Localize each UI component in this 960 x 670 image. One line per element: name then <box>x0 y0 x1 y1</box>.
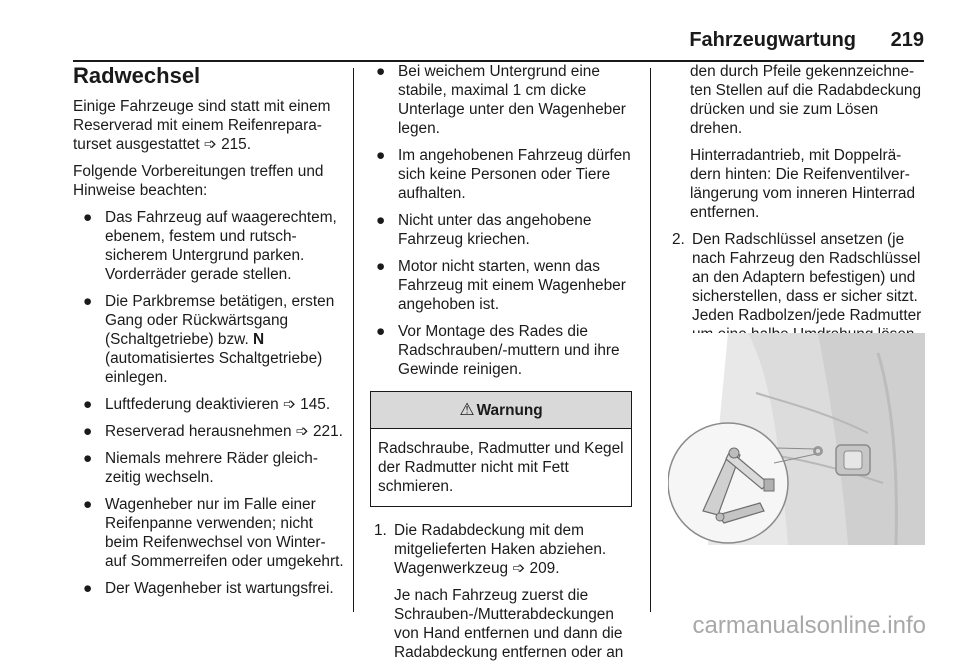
warning-text: Radschraube, Radmutter und Kegel der Radmutter nicht mit Fett schmieren. <box>378 440 624 495</box>
warning-icon: ⚠ <box>459 400 475 419</box>
step-item <box>668 230 926 344</box>
safety-list <box>370 62 632 379</box>
list-item: ● Motor nicht starten, wenn das Fahrzeug mit einem Wagenheber angehoben ist. <box>376 258 626 313</box>
step-item <box>370 521 632 662</box>
section-heading: Radwechsel <box>73 63 201 88</box>
bullet-icon: ● <box>376 258 386 275</box>
list-item: ● Der Wagenheber ist wartungsfrei. <box>83 580 334 597</box>
gear-n-label: N <box>253 331 265 348</box>
column-divider <box>353 68 354 612</box>
bullet-icon: ● <box>83 293 93 310</box>
list-item: ● Im angehobenen Fahrzeug dürfen sich keine Personen oder Tiere aufhalten. <box>376 147 631 202</box>
column-divider <box>650 68 651 612</box>
bullet-icon: ● <box>376 147 386 164</box>
list-item: ● Das Fahrzeug auf waagerechtem, ebenem, festem und rutschsicherem Untergrund parken. Vorderräder gerade stellen. <box>83 209 337 283</box>
list-item: ● Vor Montage des Rades die Radschrauben/-muttern und ihre Gewinde reinigen. <box>376 323 620 378</box>
column-left <box>73 62 345 606</box>
chapter-title: Fahrzeugwartung <box>689 29 856 51</box>
warning-header <box>371 392 631 429</box>
bullet-icon: ● <box>376 323 386 340</box>
page-header <box>73 22 924 62</box>
preparation-list <box>73 208 345 598</box>
step-number: 1. <box>374 522 387 539</box>
list-item: ● Reserverad herausnehmen ➩ 221. <box>83 423 343 440</box>
bullet-icon: ● <box>83 580 93 597</box>
step-number: 2. <box>672 231 685 248</box>
list-item: ● Die Parkbremse betätigen, ersten Gang oder Rückwärtsgang (Schaltgetriebe) bzw. N (automatisiertes Schaltgetriebe) einlegen. <box>83 293 335 386</box>
steps-list <box>370 521 632 662</box>
warning-title: Warnung <box>476 402 543 419</box>
bullet-icon: ● <box>83 209 93 226</box>
wheel-wrench-illustration <box>668 333 925 545</box>
column-right <box>668 62 926 352</box>
bullet-icon: ● <box>83 396 93 413</box>
continued-paragraph-2: Hinterradantrieb, mit Doppelrädern hinten: Die Reifenventilverlängerung vom inneren Hinterrad entfernen. <box>690 147 916 221</box>
list-item: ● Wagenheber nur im Falle einer Reifenpanne verwenden; nicht beim Reifenwechsel von Winter- auf Sommerreifen oder umgekehrt. <box>83 496 344 570</box>
list-item: ● Nicht unter das angehobene Fahrzeug kriechen. <box>376 212 592 248</box>
intro-paragraph: Einige Fahrzeuge sind statt mit einem Reserverad mit einem Reifenreparaturset ausgestattet ➩ 215. <box>73 98 331 153</box>
bullet-icon: ● <box>83 496 93 513</box>
page-number: 219 <box>890 29 924 51</box>
list-item: ● Niemals mehrere Räder gleichzeitig wechseln. <box>83 450 318 486</box>
list-item: ● Luftfederung deaktivieren ➩ 145. <box>83 396 331 413</box>
list-item: ● Bei weichem Untergrund eine stabile, maximal 1 cm dicke Unterlage unter den Wagenheber legen. <box>376 63 626 137</box>
step-text-continued: Je nach Fahrzeug zuerst die Schrauben-/Mutterabdeckungen von Hand entfernen und dann die Radabdeckung entfernen oder an <box>394 587 624 661</box>
bullet-icon: ● <box>83 450 93 467</box>
warning-box <box>370 391 632 507</box>
bullet-icon: ● <box>83 423 93 440</box>
column-middle <box>370 62 632 670</box>
continued-paragraph: den durch Pfeile gekennzeichneten Stellen auf die Radabdeckung drücken und sie zum Lösen drehen. <box>690 63 922 137</box>
step-text: Den Radschlüssel ansetzen (je nach Fahrzeug den Radschlüssel an den Adaptern befestigen) und sicherstellen, dass er sicher sitzt. Jeden Radbolzen/jede Radmutter <box>692 231 922 324</box>
intro-paragraph-2: Folgende Vorbereitungen treffen und Hinweise beachten: <box>73 163 324 199</box>
wheel-wrench-image <box>668 333 925 545</box>
watermark: carmanualsonline.info <box>692 612 926 639</box>
steps-list-continued <box>668 230 926 344</box>
bullet-icon: ● <box>376 212 386 229</box>
bullet-icon: ● <box>376 63 386 80</box>
step-text: Die Radabdeckung mit dem mitgelieferten Haken abziehen. Wagenwerkzeug ➩ 209. <box>394 522 607 577</box>
